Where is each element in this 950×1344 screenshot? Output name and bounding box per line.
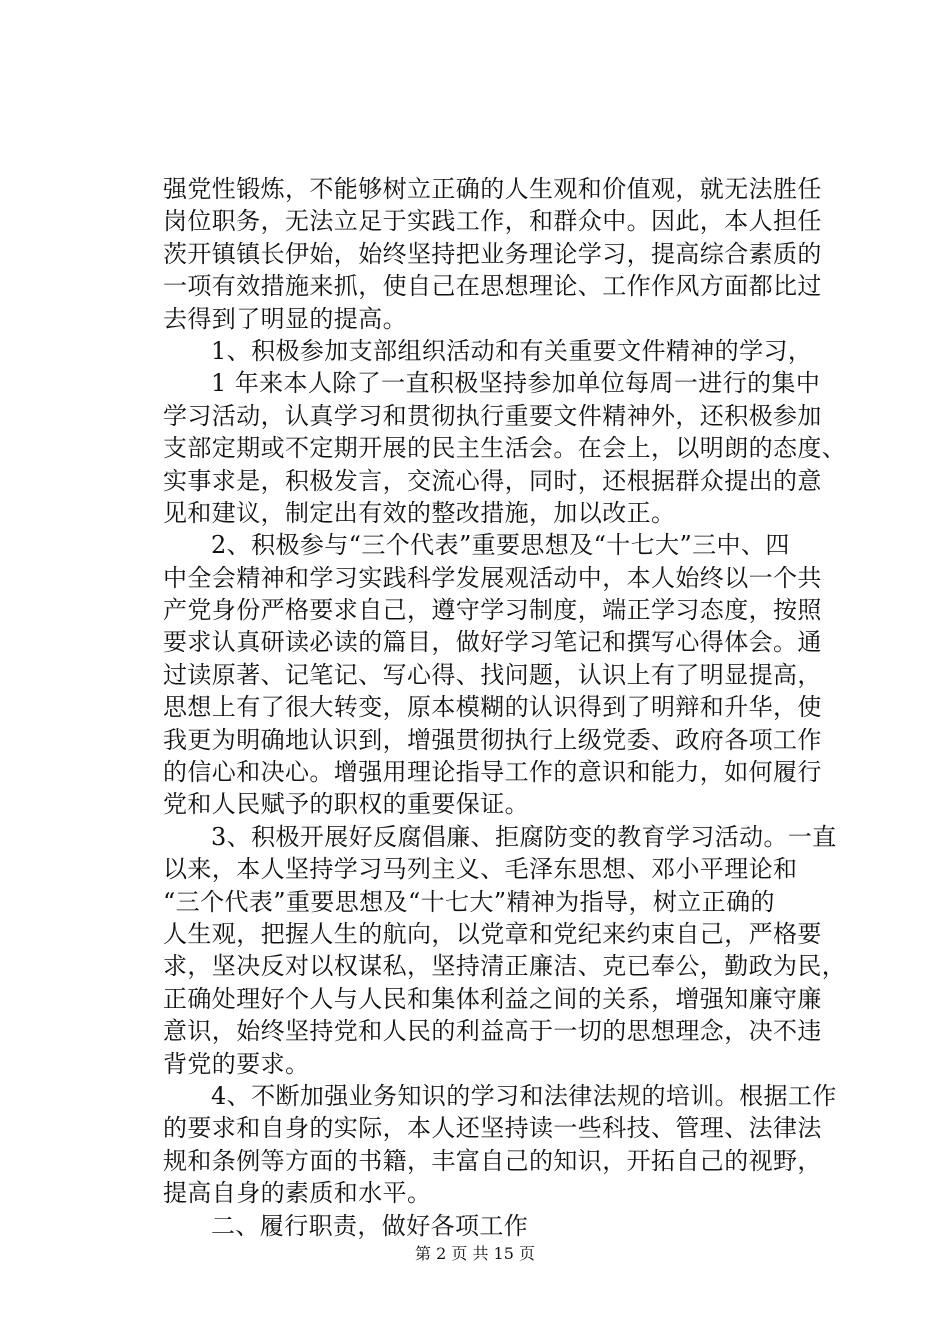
text-line: 我更为明确地认识到，增强贯彻执行上级党委、政府各项工作: [163, 725, 822, 754]
text-line: 强党性锻炼，不能够树立正确的人生观和价值观，就无法胜任: [163, 175, 822, 203]
page-footer: 第 2 页 共 15 页: [415, 1244, 535, 1263]
text-line: 产党身份严格要求自己，遵守学习制度，端正学习态度，按照: [163, 596, 822, 625]
text-line: 3、积极开展好反腐倡廉、拒腐防变的教育学习活动。一直: [211, 822, 837, 851]
text-line: 一项有效措施来抓，使自己在思想理论、工作作风方面都比过: [163, 272, 822, 301]
text-line: 要求认真研读必读的篇目，做好学习笔记和撰写心得体会。通: [163, 628, 822, 657]
text-line: 见和建议，制定出有效的整改措施，加以改正。: [163, 498, 676, 527]
text-line: 求，坚决反对以权谋私，坚持清正廉洁、克已奉公，勤政为民，: [163, 952, 847, 981]
text-line: 中全会精神和学习实践科学发展观活动中，本人始终以一个共: [163, 563, 822, 592]
document-body: [163, 173, 847, 1242]
text-line: 茨开镇镇长伊始，始终坚持把业务理论学习，提高综合素质的: [163, 239, 822, 268]
text-line: 4、不断加强业务知识的学习和法律法规的培训。根据工作: [211, 1081, 837, 1110]
text-line: “三个代表”重要思想及“十七大”精神为指导，树立正确的: [163, 887, 775, 916]
text-line: 规和条例等方面的书籍，丰富自己的知识，开拓自己的视野，: [163, 1146, 822, 1175]
text-line: 学习活动，认真学习和贯彻执行重要文件精神外，还积极参加: [163, 401, 822, 430]
text-line: 正确处理好个人与人民和集体利益之间的关系，增强知廉守廉: [163, 984, 822, 1013]
text-line: 以来，本人坚持学习马列主义、毛泽东思想、邓小平理论和: [163, 855, 798, 884]
text-line: 意识，始终坚持党和人民的利益高于一切的思想理念，决不违: [163, 1017, 822, 1046]
text-line: 1、积极参加支部组织活动和有关重要文件精神的学习，: [211, 336, 813, 365]
text-line: 过读原著、记笔记、写心得、找问题，认识上有了明显提高，: [163, 660, 822, 689]
text-line: 二、履行职责，做好各项工作: [211, 1211, 529, 1240]
text-line: 人生观，把握人生的航向，以党章和党纪来约束自己，严格要: [163, 919, 822, 948]
text-line: 岗位职务，无法立足于实践工作，和群众中。因此，本人担任: [163, 207, 822, 236]
text-line: 2、积极参与“三个代表”重要思想及“十七大”三中、四: [211, 531, 790, 560]
text-line: 去得到了明显的提高。: [163, 304, 407, 333]
text-line: 实事求是，积极发言，交流心得，同时，还根据群众提出的意: [163, 466, 822, 495]
text-line: 党和人民赋予的职权的重要保证。: [163, 790, 529, 819]
text-line: 思想上有了很大转变，原本模糊的认识得到了明辩和升华，使: [163, 693, 822, 722]
text-line: 背党的要求。: [163, 1049, 310, 1078]
text-line: 支部定期或不定期开展的民主生活会。在会上，以明朗的态度、: [163, 434, 847, 463]
text-line: 提高自身的素质和水平。: [163, 1179, 432, 1208]
text-line: 1 年来本人除了一直积极坚持参加单位每周一进行的集中: [211, 369, 821, 398]
text-line: 的信心和决心。增强用理论指导工作的意识和能力，如何履行: [163, 758, 822, 787]
text-line: 的要求和自身的实际，本人还坚持读一些科技、管理、法律法: [163, 1114, 822, 1143]
